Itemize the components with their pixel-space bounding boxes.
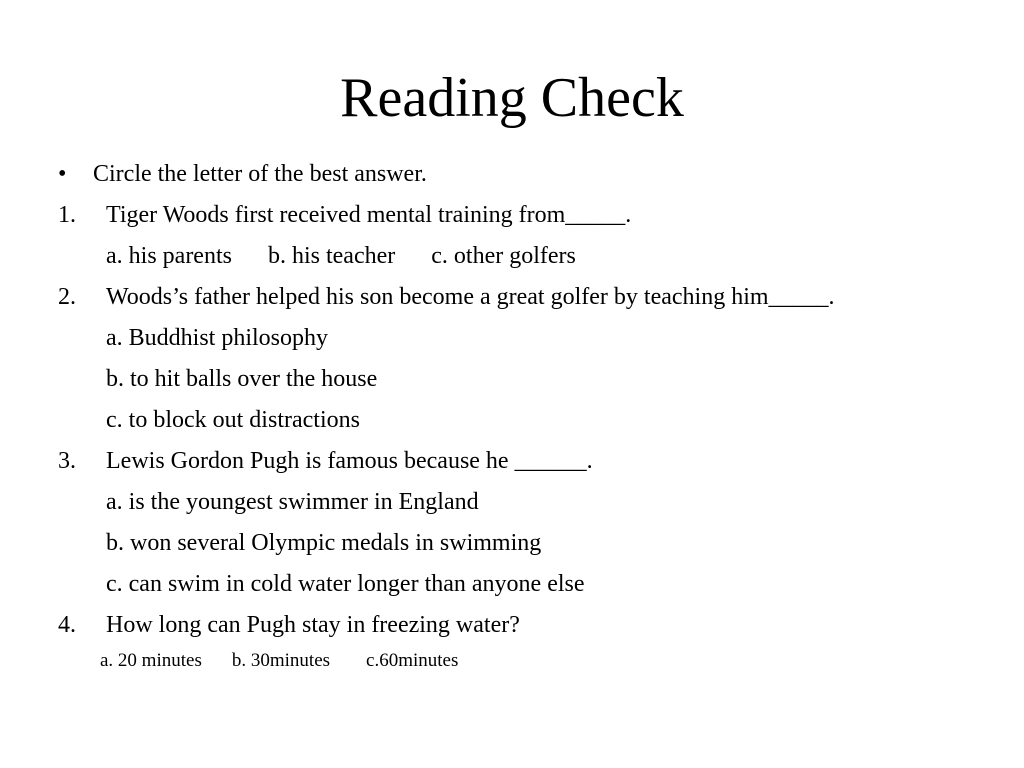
answer-option[interactable]: b. his teacher: [267, 243, 396, 269]
answer-option[interactable]: a. is the youngest swimmer in England: [106, 489, 479, 515]
answer-options: [106, 241, 576, 271]
answer-option[interactable]: a. 20 minutes: [100, 650, 202, 671]
question-text: How long can Pugh stay in freezing water?: [106, 612, 520, 638]
bullet-marker: •: [58, 161, 67, 187]
answer-option[interactable]: b. to hit balls over the house: [106, 366, 378, 392]
answer-option[interactable]: c.60minutes: [366, 650, 459, 671]
answer-option[interactable]: a. Buddhist philosophy: [106, 325, 329, 351]
question-number: 4.: [58, 612, 76, 638]
question-number: 2.: [58, 284, 76, 310]
question-text: Tiger Woods first received mental training from_____.: [106, 202, 632, 228]
answer-option[interactable]: b. won several Olympic medals in swimming: [106, 530, 542, 556]
question-number: 3.: [58, 448, 76, 474]
question-text: Lewis Gordon Pugh is famous because he ______.: [106, 448, 593, 474]
answer-option[interactable]: a. his parents: [106, 243, 232, 269]
answer-option[interactable]: c. other golfers: [431, 243, 576, 269]
slide-title: Reading Check: [340, 67, 684, 129]
question-text: Woods’s father helped his son become a great golfer by teaching him_____.: [106, 284, 835, 310]
answer-option[interactable]: c. to block out distractions: [106, 407, 360, 433]
question-number: 1.: [58, 202, 76, 228]
answer-options: [100, 649, 458, 673]
answer-option[interactable]: b. 30minutes: [231, 650, 331, 671]
answer-option[interactable]: c. can swim in cold water longer than anyone else: [106, 571, 585, 597]
instruction-text: Circle the letter of the best answer.: [93, 161, 427, 187]
